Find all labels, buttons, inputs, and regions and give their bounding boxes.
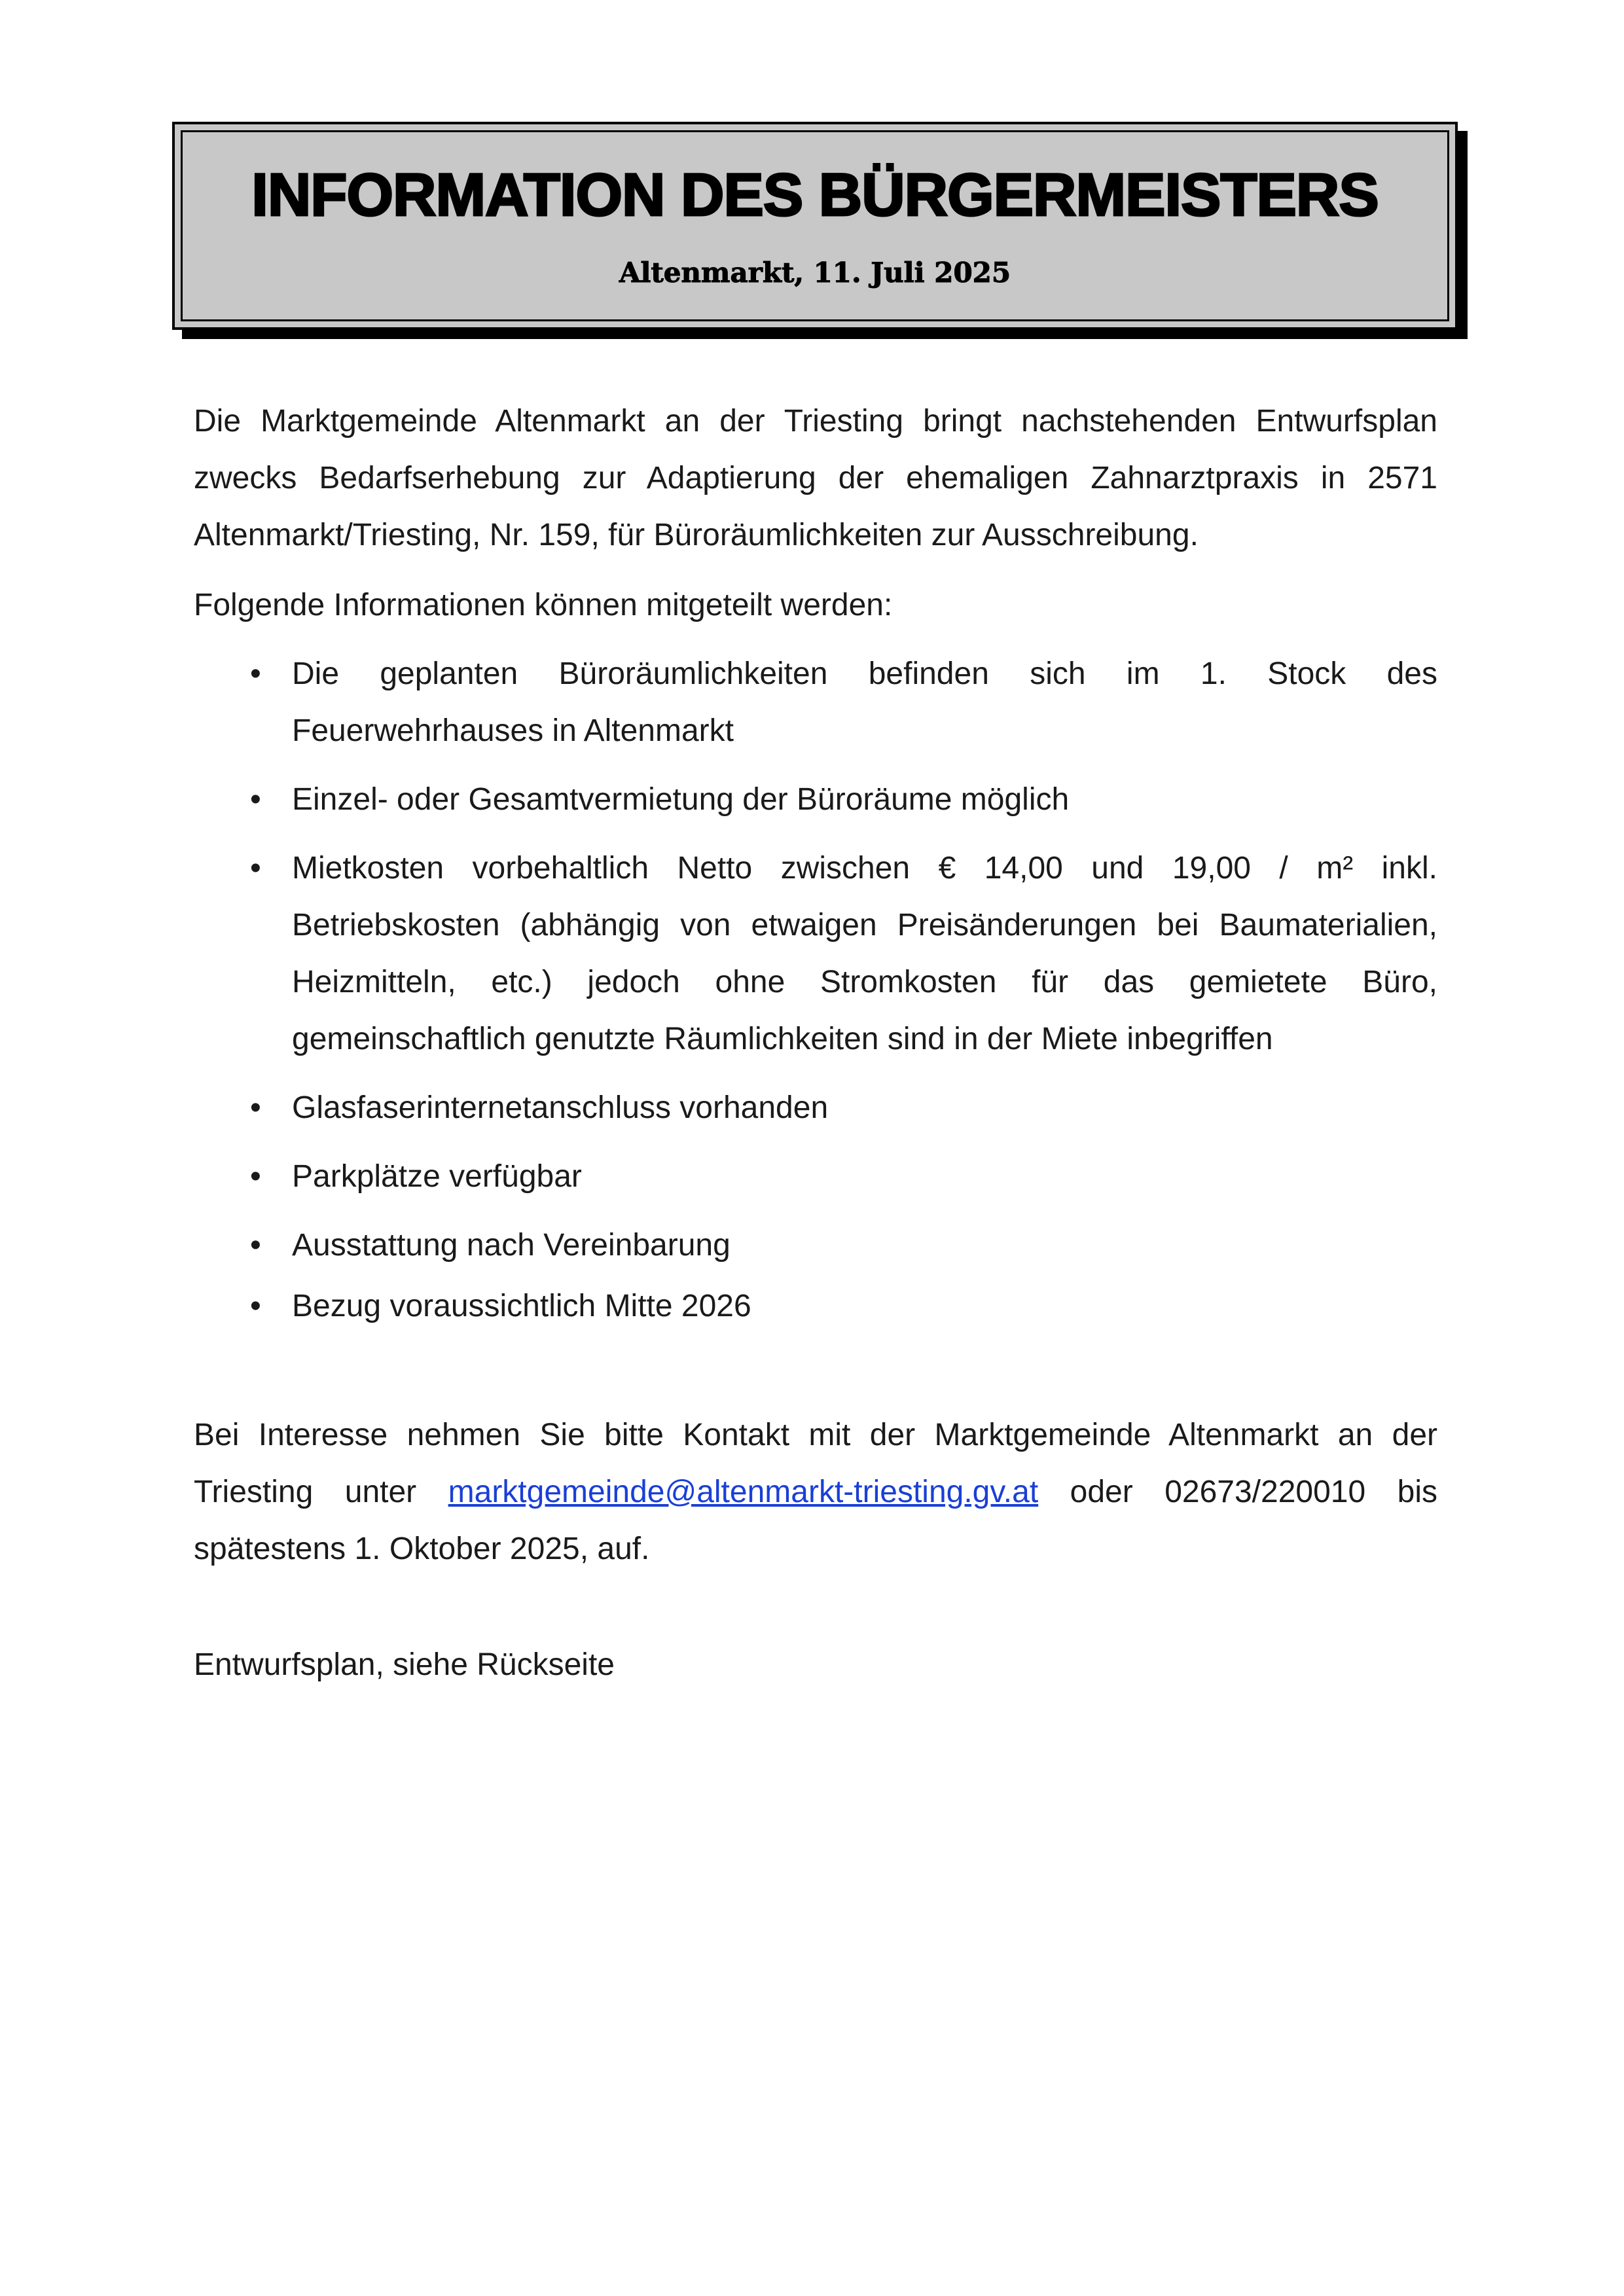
bullet-icon: • bbox=[250, 1228, 261, 1263]
header-box bbox=[172, 122, 1458, 330]
list-item-text: Ausstattung nach Vereinbarung bbox=[292, 1228, 731, 1263]
page-title: INFORMATION DES BÜRGERMEISTERS bbox=[251, 162, 1379, 228]
intro-paragraph: Die Marktgemeinde Altenmarkt an der Triesting bringt nachstehenden Entwurfsplan zwecks Bedarfserhebung zur Adaptierung der ehemaligen Zahnarztpraxis in 2571 Altenmarkt/Triesting, Nr. 159, für Büroräumlichkeiten zur Ausschreibung. bbox=[194, 404, 1437, 552]
list-item bbox=[194, 840, 1437, 1067]
info-list bbox=[194, 645, 1437, 1335]
info-heading: Folgende Informationen können mitgeteilt werden: bbox=[194, 588, 893, 622]
bullet-icon: • bbox=[250, 1159, 261, 1194]
bullet-icon: • bbox=[250, 1090, 261, 1125]
bullet-icon: • bbox=[250, 656, 261, 691]
list-item-text: Bezug voraussichtlich Mitte 2026 bbox=[292, 1289, 751, 1323]
list-item bbox=[194, 771, 1437, 828]
contact-text-after: oder 02673/220010 bis spätestens 1. Oktober 2025, auf. bbox=[194, 1475, 1438, 1566]
document-body bbox=[194, 393, 1437, 1693]
list-item bbox=[194, 1217, 1437, 1274]
list-item bbox=[194, 1278, 1437, 1335]
bullet-icon: • bbox=[250, 851, 261, 886]
list-item bbox=[194, 645, 1437, 759]
email-link[interactable]: marktgemeinde@altenmarkt-triesting.gv.at bbox=[448, 1475, 1039, 1509]
list-item-text: Glasfaserinternetanschluss vorhanden bbox=[292, 1090, 829, 1125]
date-line: Altenmarkt, 11. Juli 2025 bbox=[619, 257, 1011, 289]
bullet-icon: • bbox=[250, 782, 261, 817]
contact-text-before: Bei Interesse nehmen Sie bitte Kontakt mit der Marktgemeinde Altenmarkt an der Triesting unter bbox=[194, 1418, 1437, 1509]
list-item-text: Einzel- oder Gesamtvermietung der Büroräume möglich bbox=[292, 782, 1070, 817]
list-item-text: Die geplanten Büroräumlichkeiten befinden sich im 1. Stock des Feuerwehrhauses in Altenmarkt bbox=[292, 656, 1437, 748]
list-item-text: Mietkosten vorbehaltlich Netto zwischen € 14,00 und 19,00 / m² inkl. Betriebskosten (abhängig von etwaigen Preisänderungen bei Baumaterialien, Heizmitteln, etc.) jedoch ohne Stromkosten für das gemietete Büro, gemeinschaftlich genutzte Räumlichkeiten sind in der Miete inbegriffen bbox=[292, 851, 1437, 1056]
contact-paragraph bbox=[194, 1407, 1437, 1577]
bullet-icon: • bbox=[250, 1289, 261, 1323]
list-item bbox=[194, 1148, 1437, 1205]
closing-note: Entwurfsplan, siehe Rückseite bbox=[194, 1647, 615, 1682]
list-item-text: Parkplätze verfügbar bbox=[292, 1159, 582, 1194]
list-item bbox=[194, 1079, 1437, 1136]
